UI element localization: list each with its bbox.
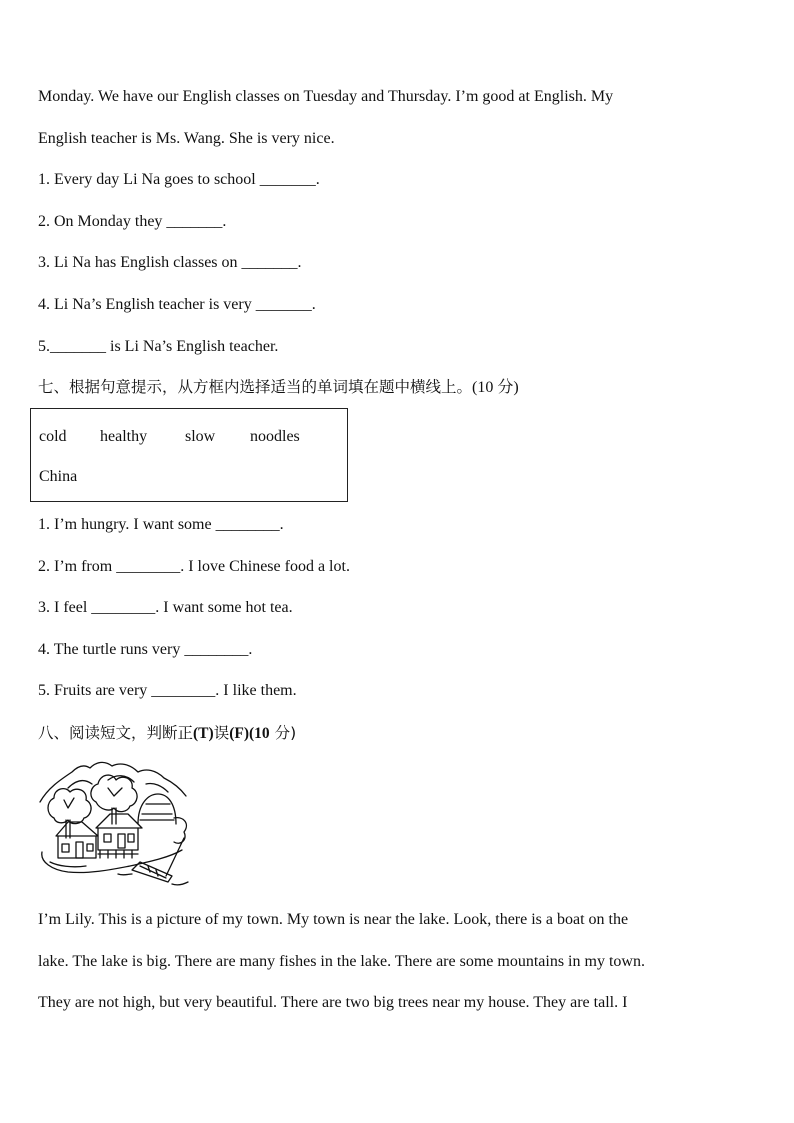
section-8-title-a: 八、阅读短文，判断正: [38, 724, 194, 742]
word-box-item: slow: [185, 428, 216, 445]
section-8-title-c: 误: [213, 724, 230, 742]
question-2-1: 1. I’m hungry. I want some ________.: [38, 516, 284, 533]
question-1-4: 4. Li Na’s English teacher is very _______.: [38, 296, 316, 313]
town-lake-illustration-icon: [38, 758, 190, 892]
section-8-title-d: (F)(10: [229, 725, 270, 742]
passage2-line-2: lake. The lake is big. There are many fishes in the lake. There are some mountains in my town.: [38, 953, 645, 970]
passage-line-1: Monday. We have our English classes on Tuesday and Thursday. I’m good at English. My: [38, 88, 614, 105]
question-2-2: 2. I’m from ________. I love Chinese food a lot.: [38, 558, 350, 575]
word-box-item: China: [39, 468, 78, 485]
passage-line-2: English teacher is Ms. Wang. She is very nice.: [38, 130, 335, 147]
word-box-item: cold: [39, 428, 67, 445]
passage2-line-1: I’m Lily. This is a picture of my town. My town is near the lake. Look, there is a boat on the: [38, 911, 629, 928]
section-7-score: (10 分): [472, 379, 519, 396]
question-2-3: 3. I feel ________. I want some hot tea.: [38, 599, 293, 616]
question-1-3: 3. Li Na has English classes on _______.: [38, 254, 302, 271]
section-8-title-e: 分): [269, 724, 297, 742]
word-box: [30, 408, 348, 502]
passage2-line-3: They are not high, but very beautiful. There are two big trees near my house. They are tall. I: [38, 994, 628, 1011]
section-7-heading: [38, 377, 519, 398]
question-1-5: 5._______ is Li Na’s English teacher.: [38, 338, 279, 355]
section-8-title-b: (T): [193, 725, 214, 742]
section-7-title: 七、根据句意提示，从方框内选择适当的单词填在题中横线上。: [38, 378, 473, 396]
question-2-4: 4. The turtle runs very ________.: [38, 641, 253, 658]
section-8-heading: [38, 723, 296, 744]
word-box-item: noodles: [250, 428, 300, 445]
question-2-5: 5. Fruits are very ________. I like them.: [38, 682, 297, 699]
word-box-item: healthy: [100, 428, 148, 445]
question-1-2: 2. On Monday they _______.: [38, 213, 227, 230]
question-1-1: 1. Every day Li Na goes to school _______.: [38, 171, 320, 188]
